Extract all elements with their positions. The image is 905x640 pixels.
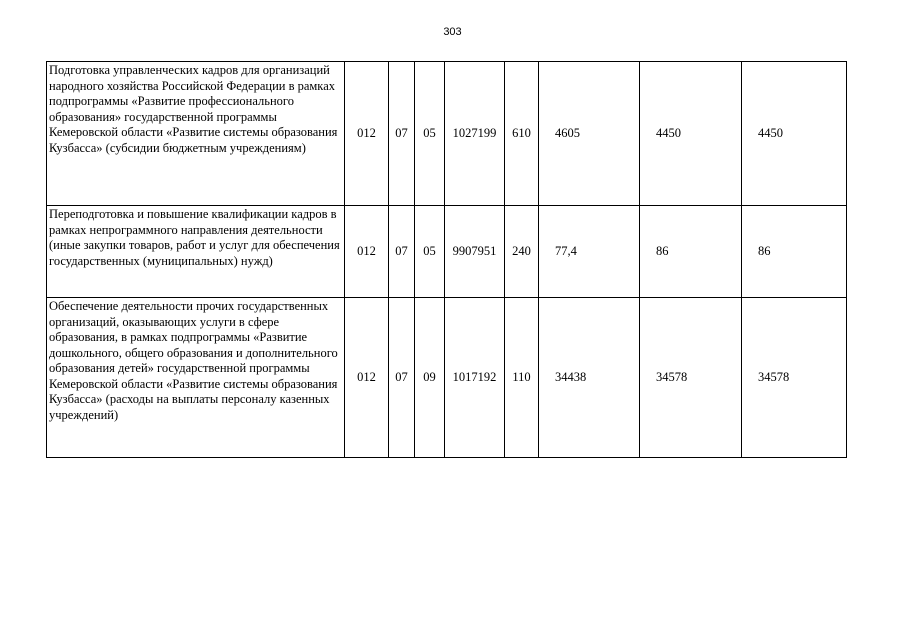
expense-type-code: 240	[505, 206, 539, 298]
budget-table	[46, 61, 847, 458]
amount-year-1: 4605	[539, 62, 640, 206]
amount-year-2: 4450	[640, 62, 742, 206]
amount-year-2: 86	[640, 206, 742, 298]
expense-type-code: 610	[505, 62, 539, 206]
ministry-code: 012	[345, 62, 389, 206]
section-code: 07	[389, 298, 415, 458]
expense-description: Подготовка управленческих кадров для организаций народного хозяйства Российской Федерации в рамках подпрограммы «Развитие профессионального образования» государственной программы Кемеровской области «Развитие системы образования Кузбасса» (субсидии бюджетным учреждениям)	[47, 62, 345, 206]
target-article-code: 9907951	[445, 206, 505, 298]
amount-year-1: 77,4	[539, 206, 640, 298]
target-article-code: 1017192	[445, 298, 505, 458]
subsection-code: 09	[415, 298, 445, 458]
expense-description: Обеспечение деятельности прочих государственных организаций, оказывающих услуги в сфере образования, в рамках подпрограммы «Развитие дошкольного, общего образования и дополнительного образования детей» государственной программы Кемеровской области «Развитие системы образования Кузбасса» (расходы на выплаты персоналу казенных учреждений)	[47, 298, 345, 458]
amount-year-3: 86	[742, 206, 847, 298]
ministry-code: 012	[345, 298, 389, 458]
section-code: 07	[389, 206, 415, 298]
table-row	[47, 206, 847, 298]
ministry-code: 012	[345, 206, 389, 298]
amount-year-3: 34578	[742, 298, 847, 458]
expense-type-code: 110	[505, 298, 539, 458]
amount-year-2: 34578	[640, 298, 742, 458]
subsection-code: 05	[415, 206, 445, 298]
subsection-code: 05	[415, 62, 445, 206]
amount-year-3: 4450	[742, 62, 847, 206]
section-code: 07	[389, 62, 415, 206]
target-article-code: 1027199	[445, 62, 505, 206]
expense-description: Переподготовка и повышение квалификации кадров в рамках непрограммного направления деятельности (иные закупки товаров, работ и услуг для обеспечения государственных (муниципальных) нужд)	[47, 206, 345, 298]
page-number: 303	[443, 26, 462, 38]
amount-year-1: 34438	[539, 298, 640, 458]
table-row	[47, 62, 847, 206]
table-row	[47, 298, 847, 458]
